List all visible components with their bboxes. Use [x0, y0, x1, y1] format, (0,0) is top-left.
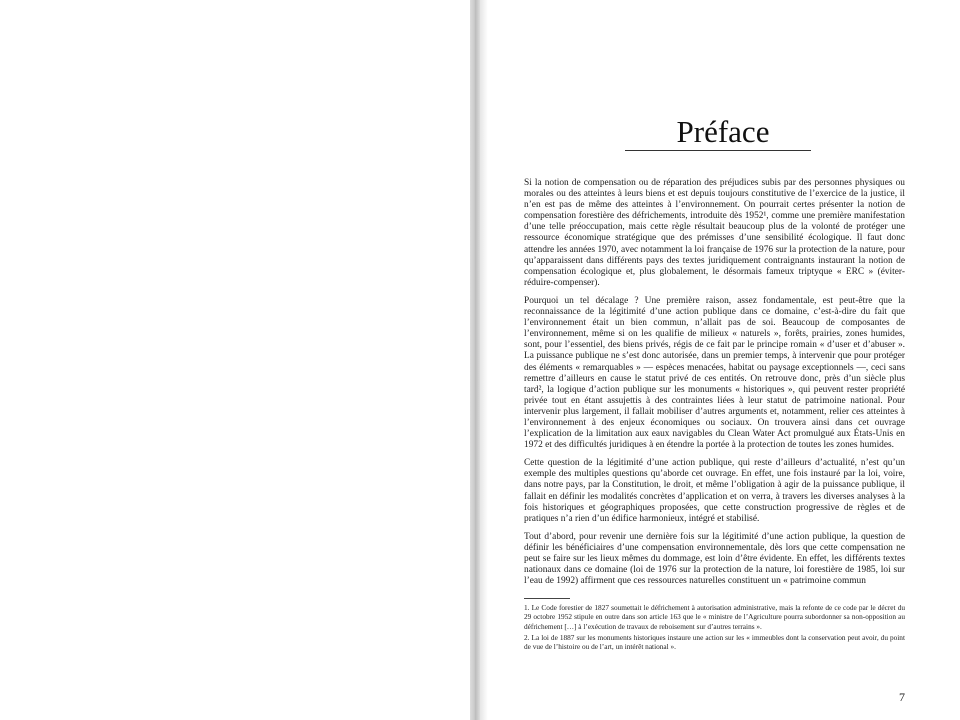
footnote: 1. Le Code forestier de 1827 soumettait le défrichement à autorisation administrative, mais la refonte de ce code par le décret du 29 octobre 1952 stipule en outre dans son article 163 que le « ministre de l’Agriculture pourra subordonner sa non-opposition au défrichement […] à l’exécution de travaux de reboisement sur d’autres terrains ». [524, 603, 905, 631]
paragraph: Cette question de la légitimité d’une action publique, qui reste d’ailleurs d’actualité, n’est qu’un exemple des multiples questions qu’aborde cet ouvrage. En effet, une fois instauré par la loi, voire, dans notre pays, par la Constitution, le droit, et même l’obligation à agir de la puissance publique, il fallait en définir les modalités concrètes d’application et on verra, à travers les diverses analyses à la fois historiques et géographiques proposées, que cette construction progressive de règles et de pratiques n’a rien d’un édifice harmonieux, intégré et stabilisé. [524, 458, 905, 524]
paragraph: Pourquoi un tel décalage ? Une première raison, assez fondamentale, est peut-être que la reconnaissance de la légitimité d’une action publique dans ce domaine, c’est-à-dire du fait que l’environnement était un bien commun, n’allait pas de soi. Beaucoup de composantes de l’environnement, même si on les qualifie de milieux « naturels », forêts, prairies, zones humides, sont, pour l’essentiel, des biens privés, régis de ce fait par le principe romain « d’user et d’abuser ». La puissance publique ne s’est donc autorisée, dans un premier temps, à intervenir que pour protéger des éléments « remarquables » — espèces menacées, habitat ou paysage exceptionnels —, ceci sans remettre d’ailleurs en cause le statut privé de ces entités. On retrouve donc, près d’un siècle plus tard², la logique d’action publique sur les monuments « historiques », qui peuvent rester propriété privée tout en étant assujettis à des contraintes liées à leur statut de patrimoine national. Pour intervenir plus largement, il fallait mobiliser d’autres arguments et, notamment, relier ces atteintes à l’environnement à des enjeux économiques ou sociaux. On trouvera ainsi dans cet ouvrage l’explication de la limitation aux eaux navigables du Clean Water Act promulgué aux États-Unis en 1972 et des difficultés juridiques à en étendre la portée à la protection de toutes les zones humides. [524, 295, 905, 451]
body-text [524, 178, 905, 594]
page-number: 7 [899, 690, 905, 704]
blank-left-page [0, 0, 470, 720]
paragraph: Si la notion de compensation ou de réparation des préjudices subis par des personnes physiques ou morales ou des atteintes à leurs biens et est depuis toujours constitutive de l’exercice de la justice, il n’en est pas de même des atteintes à l’environnement. On pourrait certes présenter la notion de compensation forestière des défrichements, introduite dès 1952¹, comme une première manifestation d’une telle préoccupation, mais cette règle résultait beaucoup plus de la volonté de protéger une ressource économique stratégique que des prémisses d’une sensibilité écologique. Il faut donc attendre les années 1970, avec notamment la loi française de 1976 sur la protection de la nature, pour qu’apparaissent dans différents pays des textes juridiquement contraignants instaurant la notion de compensation écologique et, plus globalement, le désormais fameux triptyque « ERC » (éviter-réduire-compenser). [524, 178, 905, 288]
chapter-title: Préface [676, 114, 770, 149]
page-fold-shadow [480, 0, 488, 720]
book-gutter [470, 0, 480, 720]
paragraph: Tout d’abord, pour revenir une dernière fois sur la légitimité d’une action publique, la question de définir les bénéficiaires d’une compensation environnementale, dès lors que cette compensation ne peut se faire sur les lieux mêmes du dommage, est loin d’être évidente. En effet, les différents textes nationaux dans ce domaine (loi de 1976 sur la protection de la nature, loi forestière de 1985, loi sur l’eau de 1992) affirment que ces ressources naturelles constituent un « patrimoine commun [524, 531, 905, 587]
footnote: 2. La loi de 1887 sur les monuments historiques instaure une action sur les « immeubles dont la conservation peut avoir, du point de vue de l’histoire ou de l’art, un intérêt national ». [524, 632, 905, 652]
footnotes [524, 603, 905, 653]
footnote-separator [524, 598, 570, 599]
title-underline [625, 150, 811, 151]
